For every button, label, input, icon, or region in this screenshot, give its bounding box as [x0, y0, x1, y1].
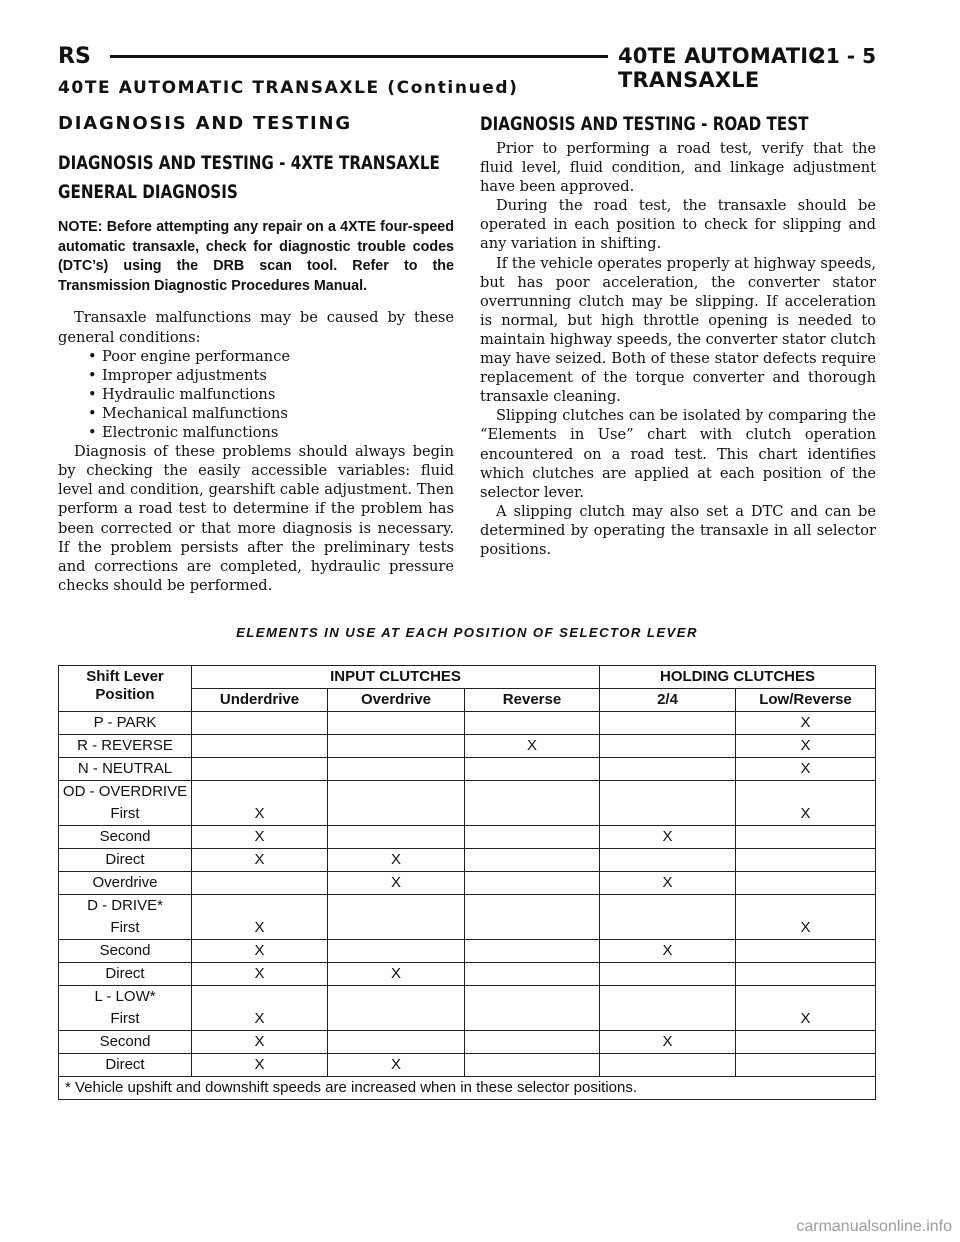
table-footnote-row — [59, 1077, 876, 1100]
element-cell — [328, 826, 465, 849]
empty-cell — [465, 895, 600, 918]
header-holding-clutches: HOLDING CLUTCHES — [600, 666, 876, 689]
watermark: carmanualsonline.info — [796, 1218, 952, 1235]
element-cell — [600, 849, 736, 872]
right-column — [480, 110, 876, 559]
col-header: Low/Reverse — [736, 689, 876, 712]
road-test-paragraph: A slipping clutch may also set a DTC and can be determined by operating the transaxle in all selector positions. — [480, 502, 876, 558]
element-cell — [465, 712, 600, 735]
col-header: 2/4 — [600, 689, 736, 712]
empty-cell — [465, 986, 600, 1009]
empty-cell — [465, 781, 600, 804]
element-cell: X — [192, 963, 328, 986]
section-title: DIAGNOSIS AND TESTING — [58, 113, 352, 134]
col-header: Overdrive — [328, 689, 465, 712]
empty-cell — [600, 986, 736, 1009]
elements-table — [58, 665, 876, 1100]
table-row — [59, 735, 876, 758]
element-cell: X — [328, 1054, 465, 1077]
element-cell: X — [600, 872, 736, 895]
element-cell: X — [192, 803, 328, 826]
conditions-list — [58, 347, 454, 442]
table-header-row — [59, 666, 876, 689]
position-cell: First — [59, 1008, 192, 1031]
header-rule — [110, 55, 608, 58]
element-cell — [465, 963, 600, 986]
element-cell — [465, 1054, 600, 1077]
element-cell — [328, 735, 465, 758]
element-cell — [192, 735, 328, 758]
table-row — [59, 712, 876, 735]
position-cell: Second — [59, 1031, 192, 1054]
element-cell: X — [600, 1031, 736, 1054]
col-header: Reverse — [465, 689, 600, 712]
element-cell: X — [328, 872, 465, 895]
element-cell: X — [192, 1008, 328, 1031]
position-cell: Second — [59, 940, 192, 963]
table-row — [59, 917, 876, 940]
table-row — [59, 1031, 876, 1054]
list-item: • Electronic malfunctions — [88, 423, 454, 442]
element-cell — [600, 803, 736, 826]
empty-cell — [192, 895, 328, 918]
road-test-title: DIAGNOSIS AND TESTING - ROAD TEST — [480, 114, 809, 135]
empty-cell — [600, 895, 736, 918]
position-cell: Second — [59, 826, 192, 849]
position-cell: R - REVERSE — [59, 735, 192, 758]
header-shift-position: Shift Lever Position — [59, 666, 192, 712]
header-input-clutches: INPUT CLUTCHES — [192, 666, 600, 689]
element-cell: X — [736, 758, 876, 781]
element-cell — [328, 940, 465, 963]
element-cell — [736, 849, 876, 872]
element-cell: X — [328, 963, 465, 986]
element-cell — [192, 758, 328, 781]
element-cell — [736, 826, 876, 849]
list-item: • Improper adjustments — [88, 366, 454, 385]
element-cell — [465, 849, 600, 872]
element-cell — [465, 1008, 600, 1031]
table-row — [59, 963, 876, 986]
element-cell — [192, 712, 328, 735]
element-cell — [736, 872, 876, 895]
left-column — [58, 110, 454, 595]
group-label: OD - OVERDRIVE — [59, 781, 192, 804]
position-cell: Direct — [59, 1054, 192, 1077]
list-item: • Hydraulic malfunctions — [88, 385, 454, 404]
position-cell: Direct — [59, 849, 192, 872]
element-cell — [465, 758, 600, 781]
table-row — [59, 872, 876, 895]
table-title: ELEMENTS IN USE AT EACH POSITION OF SELECTOR LEVER — [236, 625, 698, 640]
col-header: Underdrive — [192, 689, 328, 712]
element-cell: X — [192, 917, 328, 940]
road-test-paragraph: Slipping clutches can be isolated by comparing the “Elements in Use” chart with clutch operation encountered on a road test. This chart identifies which clutches are applied at each position of the selector lever. — [480, 407, 876, 501]
group-label: D - DRIVE* — [59, 895, 192, 918]
element-cell: X — [736, 803, 876, 826]
empty-cell — [600, 781, 736, 804]
element-cell: X — [600, 940, 736, 963]
element-cell — [736, 963, 876, 986]
element-cell — [736, 1054, 876, 1077]
intro-paragraph: Transaxle malfunctions may be caused by these general conditions: — [58, 309, 454, 346]
element-cell — [600, 1008, 736, 1031]
subsection-title: DIAGNOSIS AND TESTING - 4XTE TRANSAXLE GENERAL DIAGNOSIS — [58, 153, 440, 204]
element-cell: X — [600, 826, 736, 849]
element-cell: X — [736, 712, 876, 735]
position-cell: Direct — [59, 963, 192, 986]
element-cell: X — [328, 849, 465, 872]
table-row — [59, 1008, 876, 1031]
table-row — [59, 758, 876, 781]
element-cell — [465, 872, 600, 895]
header-code: RS — [58, 44, 91, 69]
table-row — [59, 826, 876, 849]
position-cell: Overdrive — [59, 872, 192, 895]
element-cell: X — [192, 1031, 328, 1054]
table-row — [59, 849, 876, 872]
element-cell — [600, 1054, 736, 1077]
header-title: 40TE AUTOMATIC TRANSAXLE — [618, 44, 824, 92]
table-footnote: * Vehicle upshift and downshift speeds are increased when in these selector positions. — [59, 1077, 876, 1100]
element-cell — [192, 872, 328, 895]
element-cell — [465, 940, 600, 963]
empty-cell — [736, 895, 876, 918]
position-cell: P - PARK — [59, 712, 192, 735]
road-test-paragraph: Prior to performing a road test, verify that the fluid level, fluid condition, and linkage adjustment have been approved. — [480, 140, 876, 196]
element-cell: X — [736, 735, 876, 758]
element-cell — [600, 735, 736, 758]
element-cell — [328, 1008, 465, 1031]
empty-cell — [736, 781, 876, 804]
element-cell — [465, 917, 600, 940]
element-cell: X — [192, 940, 328, 963]
position-cell: N - NEUTRAL — [59, 758, 192, 781]
road-test-paragraph: During the road test, the transaxle should be operated in each position to check for slipping and any variation in shifting. — [480, 197, 876, 253]
element-cell — [328, 758, 465, 781]
table-group-row — [59, 781, 876, 804]
element-cell: X — [192, 1054, 328, 1077]
element-cell: X — [192, 849, 328, 872]
element-cell — [600, 917, 736, 940]
note: NOTE: Before attempting any repair on a 4XTE four-speed automatic transaxle, check for diagnostic trouble codes (DTC’s) using the DRB scan tool. Refer to the Transmission Diagnostic Procedures Manual. — [58, 219, 454, 294]
element-cell: X — [736, 917, 876, 940]
empty-cell — [328, 781, 465, 804]
page-number: 21 - 5 — [812, 44, 876, 68]
empty-cell — [328, 895, 465, 918]
element-cell — [736, 1031, 876, 1054]
element-cell — [465, 826, 600, 849]
diagnosis-paragraph: Diagnosis of these problems should always begin by checking the easily accessible variables: fluid level and condition, gearshift cable adjustment. Then perform a road test to determine if the problem has been corrected or that more diagnosis is necessary. If the problem persists after the preliminary tests and corrections are completed, hydraulic pressure checks should be performed. — [58, 443, 454, 594]
position-cell: First — [59, 917, 192, 940]
table-row — [59, 1054, 876, 1077]
group-label: L - LOW* — [59, 986, 192, 1009]
element-cell — [465, 1031, 600, 1054]
element-cell: X — [192, 826, 328, 849]
empty-cell — [328, 986, 465, 1009]
empty-cell — [192, 781, 328, 804]
element-cell — [328, 712, 465, 735]
table-group-row — [59, 986, 876, 1009]
empty-cell — [192, 986, 328, 1009]
element-cell: X — [736, 1008, 876, 1031]
table-row — [59, 803, 876, 826]
element-cell — [600, 712, 736, 735]
element-cell: X — [465, 735, 600, 758]
element-cell — [328, 803, 465, 826]
list-item: • Mechanical malfunctions — [88, 404, 454, 423]
element-cell — [600, 963, 736, 986]
list-item: • Poor engine performance — [88, 347, 454, 366]
element-cell — [736, 940, 876, 963]
element-cell — [600, 758, 736, 781]
position-cell: First — [59, 803, 192, 826]
table-group-row — [59, 895, 876, 918]
element-cell — [328, 917, 465, 940]
empty-cell — [736, 986, 876, 1009]
table-row — [59, 940, 876, 963]
continued-title: 40TE AUTOMATIC TRANSAXLE (Continued) — [58, 78, 519, 98]
element-cell — [465, 803, 600, 826]
road-test-paragraph: If the vehicle operates properly at highway speeds, but has poor acceleration, the converter stator overrunning clutch may be slipping. If acceleration is normal, but high throttle opening is needed to maintain highway speeds, the converter stator clutch may have seized. Both of these stator defects require replacement of the torque converter and thorough transaxle cleaning. — [480, 254, 876, 406]
element-cell — [328, 1031, 465, 1054]
